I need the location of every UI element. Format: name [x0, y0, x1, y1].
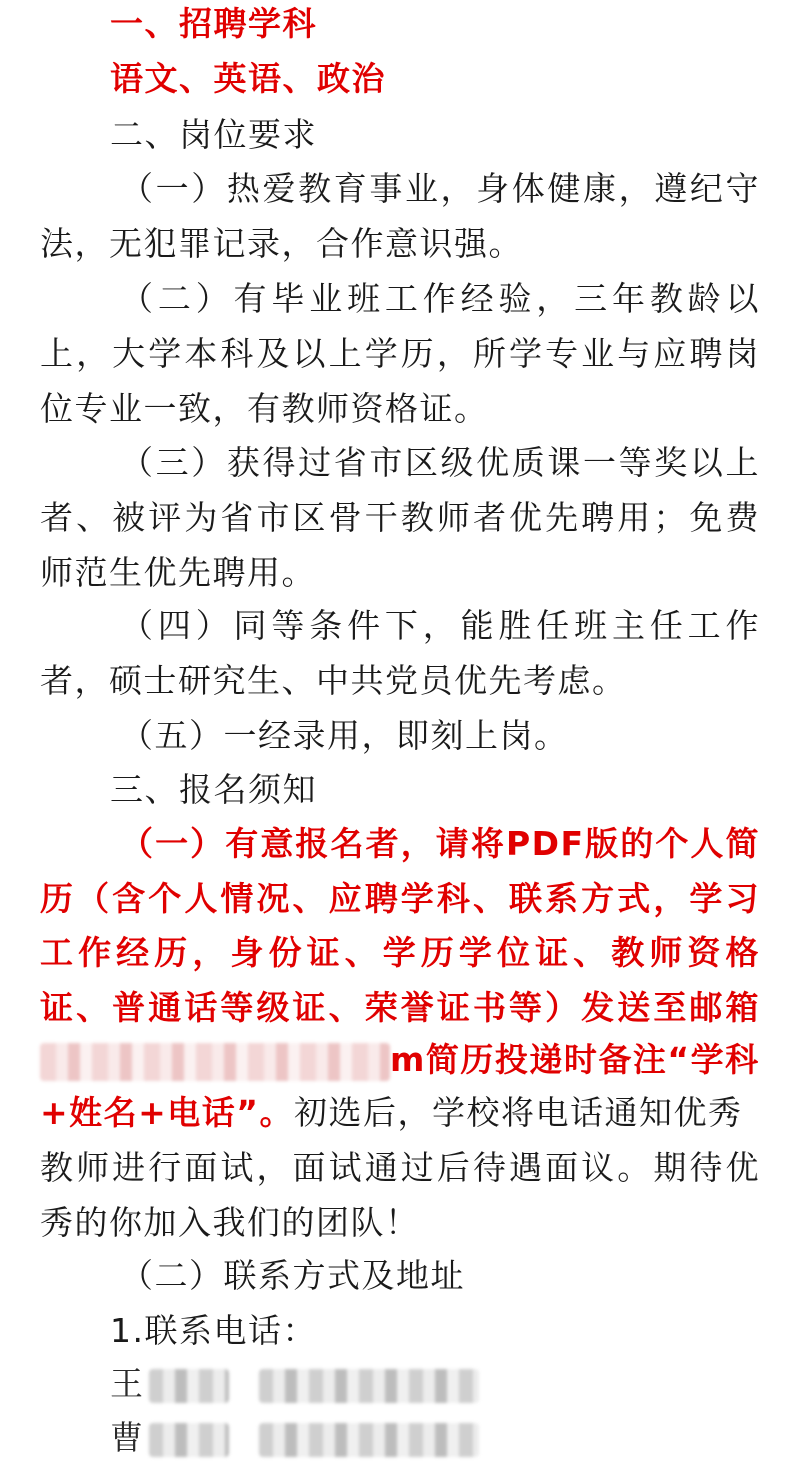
requirement-2-line2: 上，大学本科及以上学历，所学专业与应聘岗	[40, 334, 760, 373]
section-title-requirements: 二、岗位要求	[110, 115, 317, 154]
notice-1-line8: 秀的你加入我们的团队！	[40, 1203, 420, 1242]
notice-1-line6-red: +姓名+电话”。	[40, 1093, 294, 1132]
requirement-4-line2: 者，硕士研究生、中共党员优先考虑。	[40, 661, 627, 700]
notice-1-line6	[40, 1093, 760, 1133]
requirement-3-line1: （三）获得过省市区级优质课一等奖以上	[120, 443, 760, 482]
contact-row-1	[110, 1364, 800, 1404]
notice-1-line2: 历（含个人情况、应聘学科、联系方式，学习	[40, 879, 760, 918]
notice-1-line1: （一）有意报名者，请将PDF版的个人简	[120, 824, 760, 863]
redacted-contact-1-name	[149, 1369, 229, 1403]
contact-row-2	[110, 1418, 800, 1458]
contact-1-name-fragment: 王	[110, 1364, 145, 1403]
requirement-2-line1: （二）有毕业班工作经验，三年教龄以	[120, 279, 760, 318]
notice-1-line7: 教师进行面试，面试通过后待遇面议。期待优	[40, 1148, 760, 1187]
requirement-2-line3: 位专业一致，有教师资格证。	[40, 389, 489, 428]
notice-1-line4: 证、普通话等级证、荣誉证书等）发送至邮箱	[40, 988, 760, 1027]
redacted-contact-2-name	[149, 1423, 229, 1457]
requirement-1-line1: （一）热爱教育事业，身体健康，遵纪守	[120, 169, 760, 208]
section-title-notice: 三、报名须知	[110, 770, 317, 809]
contact-2-name-fragment: 曹	[110, 1418, 145, 1457]
redacted-email	[40, 1043, 390, 1081]
requirement-3-line3: 师范生优先聘用。	[40, 553, 316, 592]
requirement-5: （五）一经录用，即刻上岗。	[120, 716, 569, 755]
notice-1-line5-tail: m简历投递时备注“学科	[390, 1040, 760, 1079]
requirement-1-line2: 法，无犯罪记录，合作意识强。	[40, 224, 523, 263]
requirement-4-line1: （四）同等条件下，能胜任班主任工作	[120, 606, 760, 645]
subjects-list: 语文、英语、政治	[110, 59, 386, 98]
redacted-contact-1-phone	[259, 1369, 479, 1403]
section-title-subjects: 一、招聘学科	[110, 4, 317, 43]
redacted-contact-2-phone	[259, 1423, 479, 1457]
notice-1-line6-black: 初选后，学校将电话通知优秀	[294, 1093, 743, 1132]
section-title-contact: （二）联系方式及地址	[120, 1256, 465, 1295]
notice-1-line3: 工作经历，身份证、学历学位证、教师资格	[40, 933, 760, 972]
requirement-3-line2: 者、被评为省市区骨干教师者优先聘用；免费	[40, 498, 760, 537]
notice-1-line5	[40, 1040, 760, 1081]
phone-label: 1.联系电话：	[110, 1311, 317, 1350]
